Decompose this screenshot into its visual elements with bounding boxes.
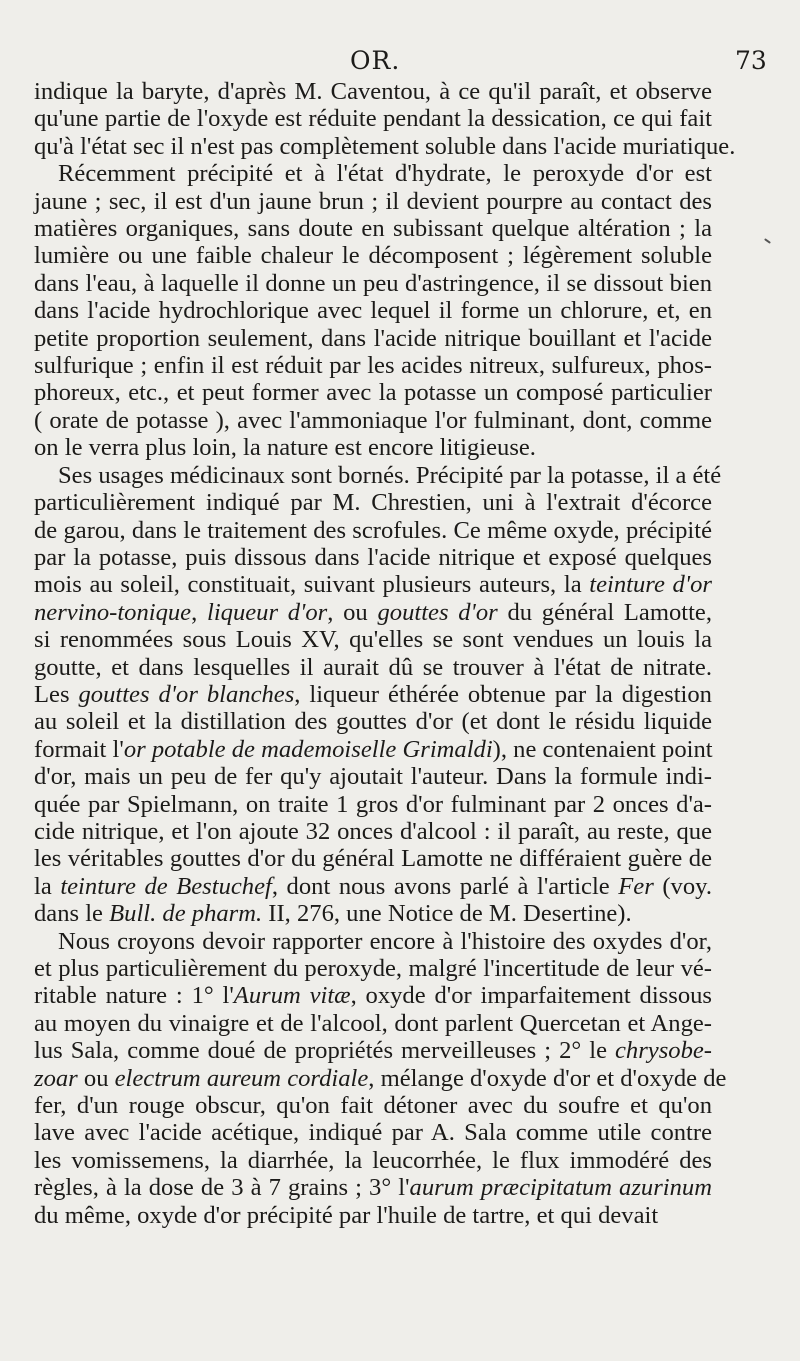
text-line (34, 489, 712, 516)
text-segment: dans l'acide hydrochlorique avec lequel il forme un chlorure, et, en (34, 297, 712, 325)
text-line (34, 105, 712, 132)
paragraph (34, 78, 736, 160)
text-line (34, 763, 712, 790)
text-segment: , oxyde d'or imparfaitement dissous (350, 982, 712, 1010)
italic-text: zoar (34, 1064, 78, 1092)
text-segment: , liqueur éthérée obtenue par la digestion (294, 680, 712, 708)
italic-text: Fer (618, 872, 654, 900)
italic-text: electrum aureum cordiale (114, 1064, 369, 1092)
text-line (34, 215, 712, 242)
text-line (34, 599, 712, 626)
text-line (34, 626, 712, 653)
text-segment: (voy. (653, 872, 712, 900)
text-segment: lave avec l'acide acétique, indiqué par A. Sala comme utile contre (34, 1119, 712, 1147)
text-segment: , mélange d'oxyde d'or et d'oxyde de (368, 1064, 727, 1092)
text-line (34, 270, 712, 297)
text-segment: lus Sala, comme doué de propriétés merveilleuses ; 2° le (34, 1037, 616, 1065)
italic-text: or potable de mademoiselle Grimaldi (123, 735, 493, 763)
italic-text: nervino-tonique (34, 598, 192, 626)
text-line (34, 1092, 712, 1119)
text-segment: jaune ; sec, il est d'un jaune brun ; il devient pourpre au contact des (34, 187, 712, 215)
text-line (34, 379, 712, 406)
text-segment: du même, oxyde d'or précipité par l'huile de tartre, et qui devait (34, 1201, 659, 1229)
text-segment: particulièrement indiqué par M. Chrestien, uni à l'extrait d'écorce (34, 489, 712, 517)
text-line (34, 160, 712, 187)
text-line (34, 1037, 712, 1064)
text-segment: si renommées sous Louis XV, qu'elles se sont vendues un louis la (34, 626, 712, 654)
text-line (34, 928, 712, 955)
text-line (34, 873, 712, 900)
text-segment: qu'une partie de l'oxyde est réduite pendant la dessication, ce qui fait (34, 105, 712, 133)
italic-text: chrysobe- (615, 1037, 712, 1065)
text-line (34, 818, 712, 845)
text-line (34, 188, 712, 215)
text-line (34, 461, 722, 489)
text-line (34, 1174, 712, 1201)
italic-text: liqueur d'or (207, 598, 328, 626)
text-line (34, 352, 712, 379)
italic-text: Bull. de pharm. (109, 900, 263, 928)
margin-mark (764, 238, 771, 244)
text-segment: d'or, mais un peu de fer qu'y ajoutait l'auteur. Dans la formule indi- (34, 763, 712, 791)
text-line (34, 407, 712, 434)
paragraph (34, 160, 712, 461)
italic-text: teinture d'or (589, 571, 712, 599)
text-segment: ), ne contenaient point (492, 735, 713, 763)
text-line (34, 1119, 712, 1146)
text-segment: ( orate de potasse ), avec l'ammoniaque l'or fulminant, dont, comme (34, 406, 712, 434)
text-segment: la (34, 872, 61, 900)
italic-text: Aurum vitæ (233, 982, 351, 1010)
text-segment: les vomissemens, la diarrhée, la leucorrhée, le flux immodéré des (34, 1146, 712, 1174)
text-segment: les véritables gouttes d'or du général Lamotte ne différaient guère de (34, 845, 712, 873)
text-line (34, 736, 712, 763)
text-segment: phoreux, etc., et peut former avec la potasse un composé particulier (34, 379, 712, 407)
text-line (34, 434, 712, 461)
text-segment: dans l'eau, à laquelle il donne un peu d'astringence, il se dissout bien (34, 269, 712, 297)
text-line (34, 955, 712, 982)
text-segment: indique la baryte, d'après M. Caventou, à ce qu'il paraît, et observe (34, 78, 712, 105)
text-segment: sulfurique ; enfin il est réduit par les acides nitreux, sulfureux, phos- (34, 352, 712, 380)
text-segment: , dont nous avons parlé à l'article (271, 872, 619, 900)
text-segment: fer, d'un rouge obscur, qu'on fait détoner avec du soufre et qu'on (34, 1092, 712, 1120)
text-segment: règles, à la dose de 3 à 7 grains ; 3° l' (34, 1174, 410, 1202)
body-text (34, 78, 736, 1229)
text-line (34, 845, 712, 872)
text-line (34, 1147, 712, 1174)
text-segment: petite proportion seulement, dans l'acide nitrique bouillant et l'acide (34, 324, 712, 352)
italic-text: teinture de Bestuchef (60, 872, 272, 900)
text-line (34, 654, 712, 681)
italic-text: aurum præcipitatum azurinum (409, 1174, 712, 1202)
text-segment: Ses usages médicinaux sont bornés. Précipité par la potasse, il a été (58, 461, 722, 489)
text-line (34, 900, 712, 927)
text-line (34, 791, 712, 818)
text-segment: quée par Spielmann, on traite 1 gros d'or fulminant par 2 onces d'a- (34, 790, 712, 818)
text-segment: ou (77, 1064, 115, 1092)
text-segment: qu'à l'état sec il n'est pas complètement soluble dans l'acide muriatique. (34, 132, 736, 160)
text-segment: cide nitrique, et l'on ajoute 32 onces d'alcool : il paraît, au reste, que (34, 817, 712, 845)
text-line (34, 517, 712, 544)
text-segment: goutte, et dans lesquelles il aurait dû se trouver à l'état de nitrate. (34, 653, 712, 681)
text-segment: matières organiques, sans doute en subissant quelque altération ; la (34, 215, 712, 243)
text-segment: Nous croyons devoir rapporter encore à l'histoire des oxydes d'or, (58, 927, 712, 955)
text-segment: formait l' (34, 735, 124, 763)
text-line (34, 78, 712, 105)
text-segment: on le verra plus loin, la nature est encore litigieuse. (34, 434, 536, 462)
text-line (34, 1010, 712, 1037)
text-segment: mois au soleil, constituait, suivant plusieurs auteurs, la (34, 571, 590, 599)
text-segment: et plus particulièrement du peroxyde, malgré l'incertitude de leur vé- (34, 955, 712, 982)
italic-text: gouttes d'or blanches (78, 680, 295, 708)
text-line (34, 708, 712, 735)
text-segment: de garou, dans le traitement des scrofules. Ce même oxyde, précipité (34, 516, 712, 544)
paragraph (34, 927, 727, 1229)
text-segment: au moyen du vinaigre et de l'alcool, dont parlent Quercetan et Ange- (34, 1009, 712, 1037)
text-line (34, 297, 712, 324)
running-title: OR. (350, 46, 401, 75)
text-segment: ritable nature : 1° l' (34, 982, 234, 1010)
text-segment: dans le (34, 900, 110, 928)
text-line (34, 571, 712, 598)
paragraph (34, 461, 722, 928)
text-segment: du général Lamotte, (497, 598, 712, 626)
text-segment: , (191, 598, 207, 626)
text-line (34, 132, 736, 160)
text-segment: au soleil et la distillation des gouttes d'or (et dont le résidu liquide (34, 708, 712, 736)
text-segment: lumière ou une faible chaleur le décomposent ; légèrement soluble (34, 242, 712, 270)
text-line (34, 544, 712, 571)
text-segment: II, 276, une Notice de M. Desertine). (262, 900, 632, 928)
text-segment: Les (34, 680, 79, 708)
text-line (34, 1064, 727, 1092)
text-segment: par la potasse, puis dissous dans l'acide nitrique et exposé quelques (34, 543, 712, 571)
text-segment: Récemment précipité et à l'état d'hydrate, le peroxyde d'or est (58, 160, 712, 188)
italic-text: gouttes d'or (377, 598, 498, 626)
text-line (34, 982, 712, 1009)
text-line (34, 1202, 712, 1229)
page-number: 73 (735, 46, 767, 75)
text-line (34, 325, 712, 352)
text-line (34, 242, 712, 269)
text-segment: , ou (327, 598, 378, 626)
text-line (34, 681, 712, 708)
